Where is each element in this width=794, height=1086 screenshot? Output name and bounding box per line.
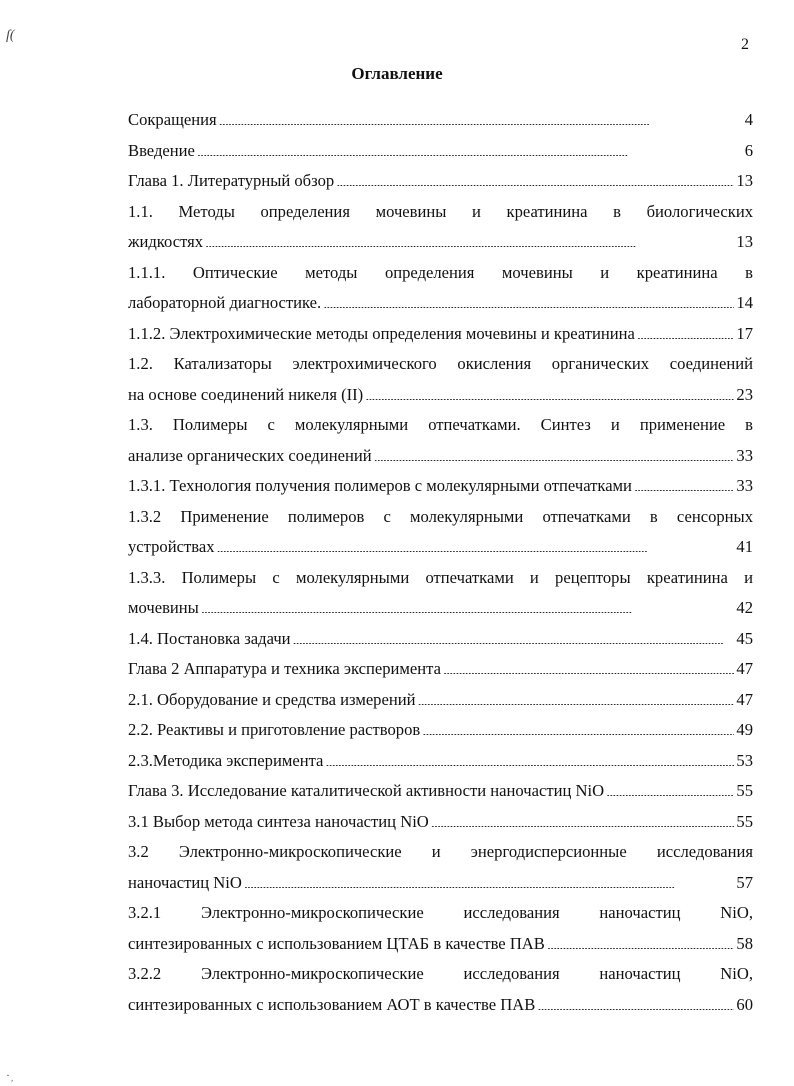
dot-leader	[547, 932, 735, 949]
toc-entry-page: 42	[736, 598, 753, 617]
dot-leader	[417, 688, 734, 705]
toc-entry-page: 49	[736, 720, 753, 739]
margin-mark-bottom: ·͵	[6, 1068, 14, 1082]
toc-entry-line	[128, 288, 753, 319]
toc-entry-text: Глава 2 Аппаратура и техника эксперимента	[128, 659, 441, 678]
dot-leader	[443, 657, 734, 674]
dot-leader	[205, 230, 734, 247]
toc-entry-line	[128, 868, 753, 899]
dot-leader	[634, 474, 734, 491]
toc-entry-text: мочевины	[128, 598, 199, 617]
toc-entry-text: Введение	[128, 140, 195, 160]
toc-entry	[128, 105, 753, 136]
toc-entry	[128, 349, 753, 410]
toc-entry-page: 23	[736, 384, 753, 404]
toc-entry-text: 2.3.Методика эксперимента	[128, 750, 324, 770]
toc-entry-text: на основе соединений никеля (II)	[128, 384, 364, 404]
dot-leader	[325, 749, 734, 766]
toc-entry	[128, 319, 753, 350]
page-number: 2	[741, 36, 749, 53]
toc-entry-text: устройствах	[128, 537, 215, 556]
toc-entry-first-line: 1.1. Методы определения мочевины и креатинина в биологических	[128, 201, 753, 221]
toc-entry-first-line: 1.1.1. Оптические методы определения мочевины и креатинина в	[128, 262, 753, 282]
toc-entry	[128, 258, 753, 319]
dot-leader	[336, 169, 734, 186]
toc-entry-page: 55	[736, 811, 753, 831]
toc-entry-text: 2.1. Оборудование и средства измерений	[128, 689, 416, 709]
toc-entry-first-line: 3.2.1 Электронно-микроскопические исследования наночастиц NiO,	[128, 903, 753, 922]
toc-entry-page: 45	[736, 628, 753, 648]
dot-leader	[197, 139, 743, 156]
toc-entry-line	[128, 990, 753, 1021]
toc-entry	[128, 624, 753, 655]
toc-entry	[128, 136, 753, 167]
page-title: Оглавление	[351, 64, 443, 83]
toc-entry-text: Сокращения	[128, 110, 217, 129]
toc-entry-line	[128, 685, 753, 716]
toc-entry	[128, 959, 753, 1020]
toc-entry	[128, 502, 753, 563]
toc-entry-text: 2.2. Реактивы и приготовление растворов	[128, 720, 421, 739]
toc-entry	[128, 197, 753, 258]
dot-leader	[323, 291, 734, 308]
toc-entry-text: наночастиц NiO	[128, 872, 242, 892]
toc-entry-line	[128, 227, 753, 258]
toc-entry-first-line: 1.2. Катализаторы электрохимического окисления органических соединений	[128, 354, 753, 373]
toc-entry	[128, 685, 753, 716]
toc-entry-page: 33	[736, 445, 753, 465]
dot-leader	[244, 871, 735, 888]
toc-entry-line	[128, 746, 753, 777]
toc-entry-line	[128, 105, 753, 136]
toc-entry-text: Глава 1. Литературный обзор	[128, 171, 335, 190]
toc-entry-line	[128, 532, 753, 563]
toc-entry-page: 6	[744, 140, 753, 160]
dot-leader	[217, 535, 735, 552]
toc-entry-line	[128, 471, 753, 502]
dot-leader	[606, 779, 734, 796]
toc-entry-line	[128, 929, 753, 960]
toc-entry	[128, 471, 753, 502]
toc-entry	[128, 715, 753, 746]
toc-entry	[128, 837, 753, 898]
toc-entry-line	[128, 593, 753, 624]
toc-entry-page: 47	[736, 689, 753, 709]
toc-entry-page: 33	[736, 476, 753, 495]
toc-entry-text: 1.1.2. Электрохимические методы определения мочевины и креатинина	[128, 323, 635, 343]
toc-entry-line	[128, 441, 753, 472]
toc-entry-line	[128, 319, 753, 350]
dot-leader	[422, 718, 734, 735]
toc-entry-page: 17	[736, 323, 753, 343]
toc-entry-line	[128, 715, 753, 746]
toc-entry-page: 55	[736, 781, 753, 800]
dot-leader	[219, 108, 743, 125]
toc-entry-page: 53	[736, 750, 753, 770]
toc-entry	[128, 776, 753, 807]
toc-entry-text: 3.1 Выбор метода синтеза наночастиц NiO	[128, 811, 429, 831]
toc-entry-line	[128, 624, 753, 655]
table-of-contents	[128, 105, 753, 1020]
toc-entry-line	[128, 807, 753, 838]
toc-entry-page: 4	[744, 110, 753, 129]
toc-entry-text: лабораторной диагностике.	[128, 293, 322, 312]
toc-entry-first-line: 1.3.3. Полимеры с молекулярными отпечатками и рецепторы креатинина и	[128, 567, 753, 587]
toc-entry-first-line: 1.3. Полимеры с молекулярными отпечатками. Синтез и применение в	[128, 415, 753, 434]
toc-entry	[128, 654, 753, 685]
toc-entry-text: 1.3.1. Технология получения полимеров с молекулярными отпечатками	[128, 476, 632, 495]
toc-entry-page: 60	[736, 994, 753, 1014]
toc-entry-page: 13	[736, 171, 753, 190]
toc-entry	[128, 746, 753, 777]
toc-entry-page: 41	[736, 537, 753, 556]
toc-entry	[128, 410, 753, 471]
toc-entry	[128, 898, 753, 959]
toc-entry-first-line: 3.2.2 Электронно-микроскопические исследования наночастиц NiO,	[128, 964, 753, 983]
dot-leader	[201, 596, 735, 613]
dot-leader	[374, 444, 735, 461]
toc-entry-text: синтезированных с использованием АОТ в качестве ПАВ	[128, 994, 536, 1014]
dot-leader	[365, 383, 734, 400]
dot-leader	[537, 993, 734, 1010]
toc-entry-line	[128, 166, 753, 197]
toc-entry-page: 14	[736, 293, 753, 312]
dot-leader	[293, 627, 735, 644]
toc-entry	[128, 563, 753, 624]
toc-entry-text: Глава 3. Исследование каталитической активности наночастиц NiO	[128, 781, 605, 800]
toc-entry-page: 58	[736, 933, 753, 953]
toc-entry-line	[128, 654, 753, 685]
toc-entry-line	[128, 776, 753, 807]
toc-entry-page: 13	[736, 232, 753, 251]
toc-entry-line	[128, 136, 753, 167]
toc-entry-page: 57	[736, 872, 753, 892]
toc-entry-first-line: 1.3.2 Применение полимеров с молекулярными отпечатками в сенсорных	[128, 506, 753, 526]
toc-entry-first-line: 3.2 Электронно-микроскопические и энергодисперсионные исследования	[128, 842, 753, 861]
dot-leader	[637, 322, 734, 339]
margin-mark-top: ſ(	[6, 28, 15, 43]
toc-entry	[128, 807, 753, 838]
toc-entry-text: синтезированных с использованием ЦТАБ в качестве ПАВ	[128, 933, 545, 953]
toc-entry-page: 47	[736, 659, 753, 678]
toc-entry-text: жидкостях	[128, 232, 204, 251]
toc-entry	[128, 166, 753, 197]
toc-entry-text: 1.4. Постановка задачи	[128, 628, 291, 648]
toc-entry-text: анализе органических соединений	[128, 445, 372, 465]
dot-leader	[431, 810, 735, 827]
toc-entry-line	[128, 380, 753, 411]
